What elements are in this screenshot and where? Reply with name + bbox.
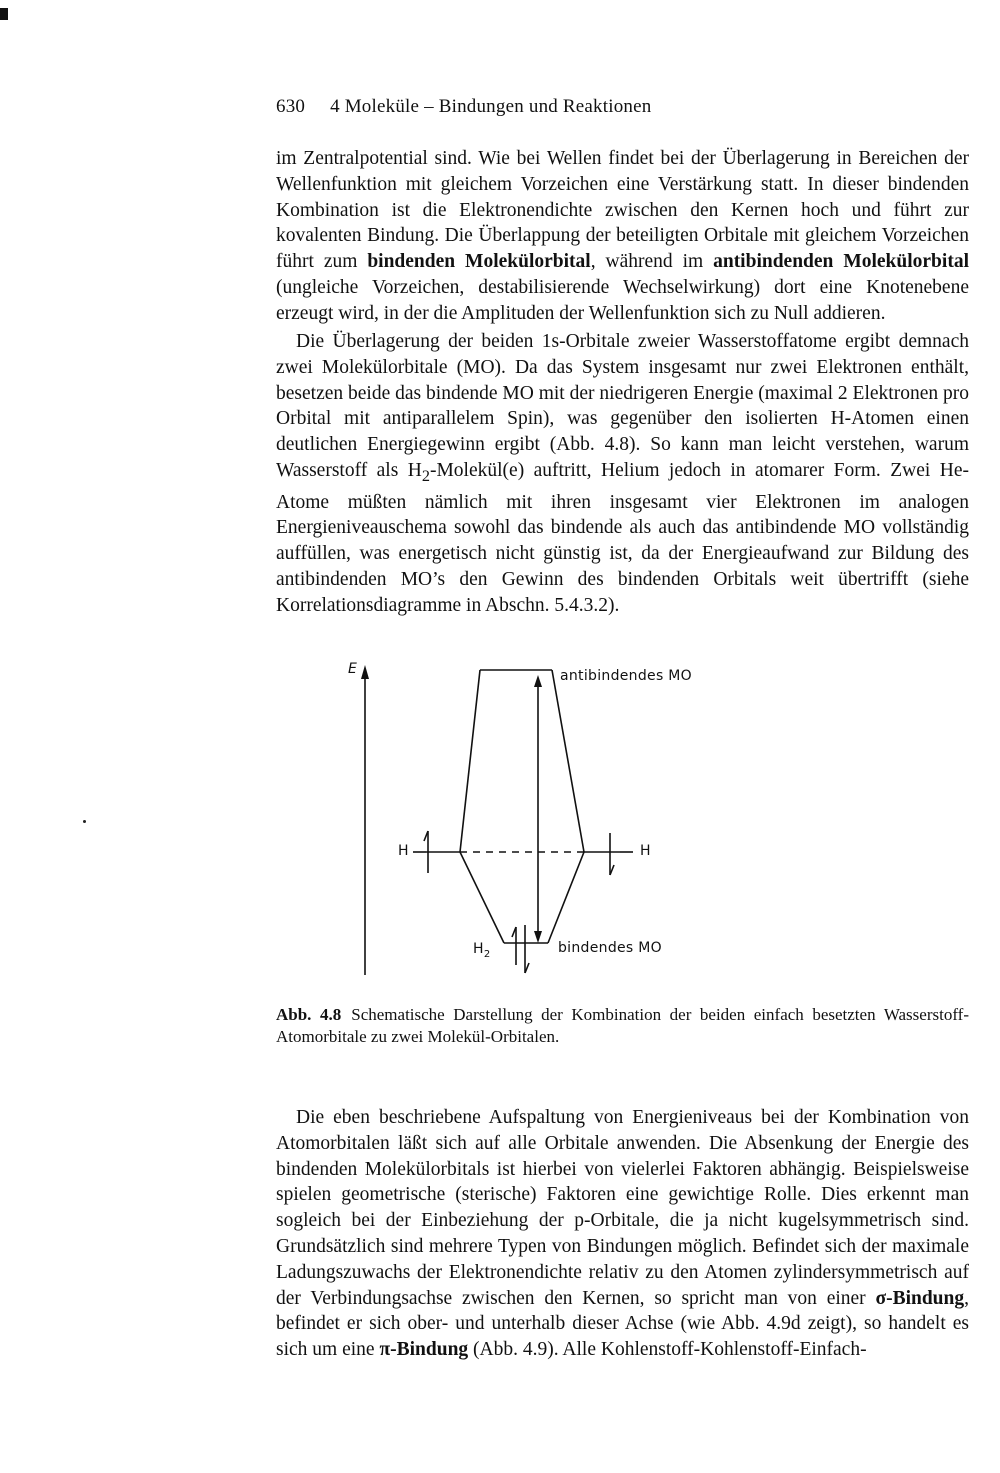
h2-label bbox=[473, 941, 491, 960]
gap-arrow-down-head bbox=[534, 931, 542, 943]
paragraph-2 bbox=[276, 329, 969, 619]
energy-axis-arrowhead bbox=[361, 665, 369, 679]
bonding-mo-label: bindendes MO bbox=[558, 940, 662, 956]
p1-bold-antibonding-mo: antibindenden Molekülorbital bbox=[713, 251, 969, 273]
connector-right-upper bbox=[552, 670, 584, 852]
p3-bold-pi-bond: π-Bindung bbox=[379, 1339, 469, 1361]
page-number: 630 bbox=[276, 96, 306, 117]
mo-diagram-svg bbox=[330, 655, 710, 985]
p1-text-a: im Zentralpotential sind. Wie bei Wellen findet bei der Überlagerung in Bereichen der Wellenfunktion mit gleichem Vorzeichen eine Verstärkung statt. In dieser bindenden Kombination ist die Elektronendichte zwischen den Kernen hoch und führt zur kovalenten Bindung. Die Überlappung der beteiligten Orbitale mit gleichem Vorzeichen führt zum bbox=[276, 148, 969, 273]
connector-right-lower bbox=[548, 852, 584, 943]
p2-text-a: Die Überlagerung der beiden 1s-Orbitale zweier Wasserstoffatome ergibt demnach zwei Molekülorbitale (MO). Da das System insgesamt nur zwei Elektronen enthält, besetzen beide das bindende MO mit der niedrigeren Energie (maximal 2 Elektronen pro Orbital mit antiparallelem Spin), was gegenüber den isolierten H-Atomen einen deutlichen Energiegewinn ergibt (Abb. 4.8). So kann man leicht verstehen, warum Wasserstoff als H bbox=[276, 331, 969, 481]
paragraph-3 bbox=[276, 1105, 969, 1363]
p2-subscript: 2 bbox=[421, 466, 430, 485]
p1-text-c: (ungleiche Vorzeichen, destabilisierende Wechselwirkung) dort eine Knotenebene erzeugt wird, in der die Amplituden der Wellenfunktion sich zu Null addieren. bbox=[276, 276, 969, 324]
connector-left-upper bbox=[460, 670, 480, 852]
connector-left-lower bbox=[460, 852, 504, 943]
caption-label: Abb. 4.8 bbox=[276, 1005, 342, 1024]
h-right-label: H bbox=[640, 843, 651, 859]
p3-text-b: , befindet er sich ober- und unterhalb dieser Achse (wie Abb. 4.9d zeigt), so handelt es sich um eine bbox=[276, 1287, 969, 1361]
p2-text-b: -Molekül(e) auftritt, Helium jedoch in atomarer Form. Zwei He-Atome müßten nämlich mit ihren insgesamt vier Elektronen im analogen Energieniveauschema sowohl das bindende als auch das antibindende MO vollständig auffüllen, was energetisch nicht günstig ist, da der Energieaufwand zur Bildung des antibindenden MO’s den Gewinn des bindenden Orbitals weit übertrifft (siehe Korrelationsdiagramme in Abschn. 5.4.3.2). bbox=[276, 459, 969, 616]
p3-bold-sigma-bond: σ-Bindung bbox=[875, 1287, 965, 1309]
h2-label-subscript: 2 bbox=[483, 948, 491, 960]
p1-bold-bonding-mo: bindenden Molekülorbital bbox=[367, 251, 591, 273]
caption-text: Schematische Darstellung der Kombination der beiden einfach besetzten Wasserstoff-Atomorbitale zu zwei Molekül-Orbitalen. bbox=[276, 1005, 970, 1046]
mo-energy-diagram bbox=[330, 655, 710, 985]
running-header bbox=[276, 96, 651, 118]
scan-mark bbox=[0, 8, 8, 20]
h-left-label: H bbox=[398, 843, 409, 859]
p3-text-a: Die eben beschriebene Aufspaltung von Energieniveaus bei der Kombination von Atomorbitalen läßt sich auf alle Orbitale anwenden. Die Absenkung der Energie des bindenden Molekülorbitals ist hierbei von vielerlei Faktoren abhängig. Beispielsweise spielen geometrische (sterische) Faktoren eine gewichtige Rolle. Dies erkennt man sogleich bei der Einbeziehung der p-Orbitale, die ja nicht kugelsymmetrisch sind. Grundsätzlich sind mehrere Typen von Bindungen möglich. Befindet sich der maximale Ladungszuwachs der Elektronendichte relativ zu den Atomen zylindersymmetrisch auf der Verbindungsachse zwischen den Kernen, so spricht man von einer bbox=[276, 1107, 969, 1309]
running-head-title: 4 Moleküle – Bindungen und Reaktionen bbox=[330, 96, 652, 117]
antibonding-mo-label: antibindendes MO bbox=[560, 668, 692, 684]
p1-text-b: , während im bbox=[590, 251, 714, 273]
energy-axis-label: E bbox=[348, 661, 358, 677]
scan-dot bbox=[83, 820, 86, 823]
h2-label-letter: H bbox=[473, 941, 484, 957]
figure-caption bbox=[276, 1004, 969, 1048]
gap-arrow-up-head bbox=[534, 675, 542, 687]
p3-text-c: (Abb. 4.9). Alle Kohlenstoff-Kohlenstoff-Einfach- bbox=[468, 1339, 867, 1361]
paragraph-1 bbox=[276, 146, 969, 327]
